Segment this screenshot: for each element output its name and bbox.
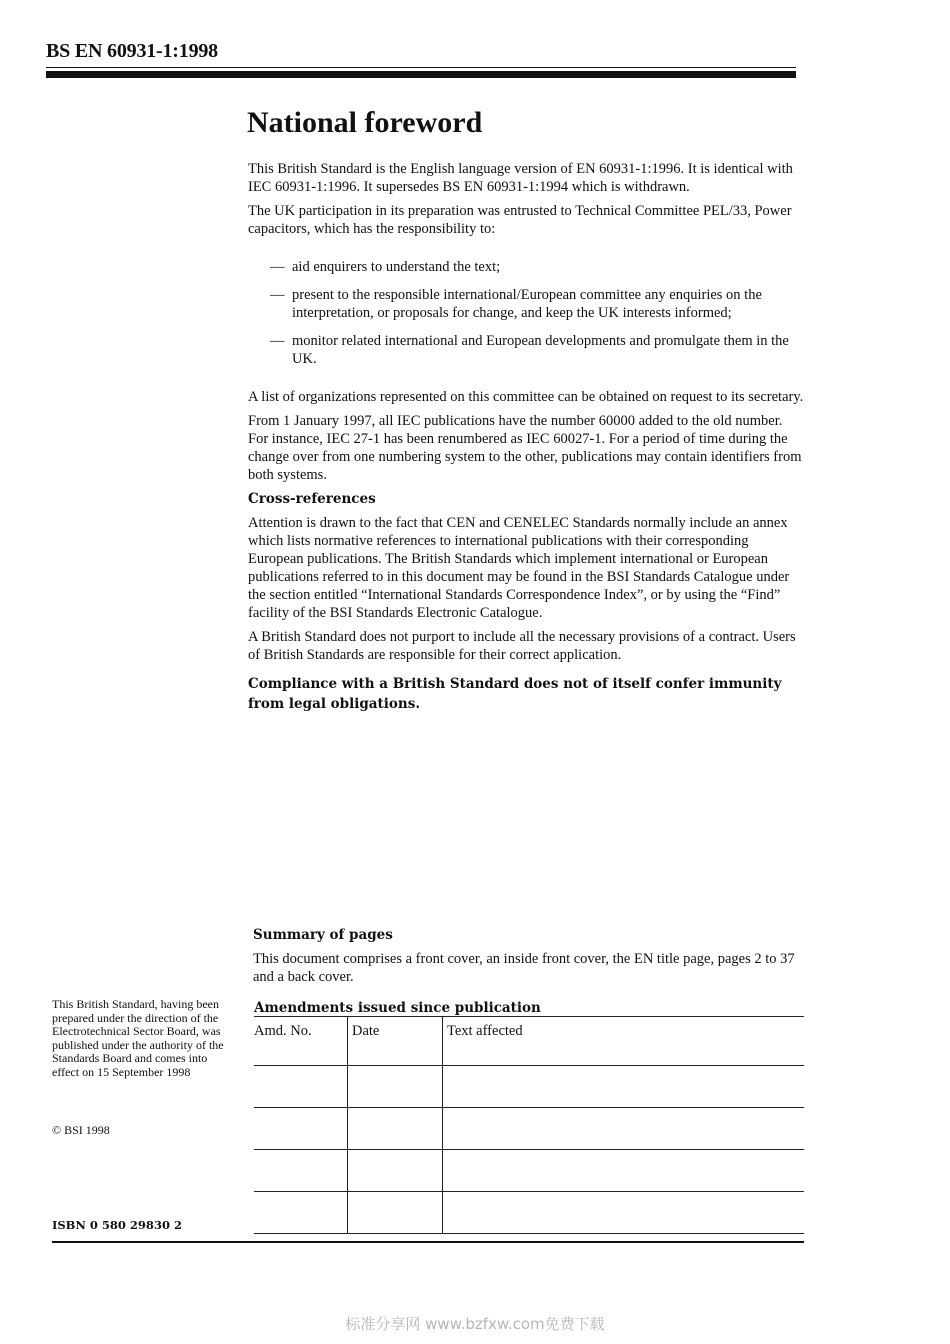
- table-cell: [443, 1192, 805, 1234]
- amendments-heading: Amendments issued since publication: [254, 1000, 541, 1016]
- summary-text: This document comprises a front cover, an inside front cover, the EN title page, pages 2 to 37 and a back cover.: [253, 951, 795, 985]
- footer-rule: [52, 1241, 804, 1243]
- list-item: [270, 286, 804, 322]
- list-item-text: aid enquirers to understand the text;: [292, 259, 501, 275]
- list-item: [270, 258, 804, 276]
- header-rule-thick: [46, 71, 796, 78]
- table-cell: [443, 1150, 805, 1192]
- copyright-notice: © BSI 1998: [52, 1123, 110, 1137]
- responsibility-list: [270, 258, 804, 368]
- column-header-date: Date: [348, 1017, 443, 1066]
- table-row: [254, 1108, 804, 1150]
- table-cell: [348, 1066, 443, 1108]
- publication-note: This British Standard, having been prepared under the direction of the Electrotechnical Sector Board, was published under the authority of the Standards Board and comes into effect on 15 September 1998: [52, 997, 224, 1079]
- dash-marker: —: [270, 287, 285, 303]
- table-cell: [254, 1108, 348, 1150]
- participation-paragraph: The UK participation in its preparation was entrusted to Technical Committee PEL/33, Power capacitors, which has the responsibility to:: [248, 203, 792, 237]
- amendments-table: [254, 1016, 804, 1234]
- table-cell: [254, 1150, 348, 1192]
- table-cell: [254, 1066, 348, 1108]
- dash-marker: —: [270, 259, 285, 275]
- table-header-row: [254, 1017, 804, 1066]
- summary-heading: Summary of pages: [253, 927, 393, 943]
- table-row: [254, 1150, 804, 1192]
- watermark-text: 标准分享网 www.bzfxw.com免费下载: [345, 1315, 605, 1333]
- header-rule-thin: [46, 67, 796, 68]
- foreword-body: [248, 160, 804, 714]
- list-item-text: monitor related international and European developments and promulgate them in the UK.: [292, 333, 789, 367]
- cross-references-paragraph: Attention is drawn to the fact that CEN and CENELEC Standards normally include an annex which lists normative references to international publications with their corresponding European publications. The British Standards which implement international or European publications referred to in this document may be found in the BSI Standards Catalogue under the section entitled “International Standards Correspondence Index”, or by using the “Find” facility of the BSI Standards Electronic Catalogue.: [248, 515, 790, 621]
- table-cell: [348, 1150, 443, 1192]
- provisions-paragraph: A British Standard does not purport to include all the necessary provisions of a contract. Users of British Standards are responsible for their correct application.: [248, 629, 796, 663]
- numbering-paragraph: From 1 January 1997, all IEC publications have the number 60000 added to the old number. For instance, IEC 27-1 has been renumbered as IEC 60027-1. For a period of time during the change over from one numbering system to the other, publications may contain identifiers from both systems.: [248, 413, 802, 483]
- table-cell: [443, 1108, 805, 1150]
- cross-references-heading: Cross-references: [248, 491, 376, 507]
- column-header-text-affected: Text affected: [443, 1017, 805, 1066]
- list-item: [270, 332, 804, 368]
- table-row: [254, 1066, 804, 1108]
- column-header-amd-no: Amd. No.: [254, 1017, 348, 1066]
- list-item-text: present to the responsible international/European committee any enquiries on the interpretation, or proposals for change, and keep the UK interests informed;: [292, 287, 762, 321]
- compliance-notice: Compliance with a British Standard does not of itself confer immunity from legal obligations.: [248, 676, 782, 712]
- table-cell: [348, 1192, 443, 1234]
- organizations-paragraph: A list of organizations represented on this committee can be obtained on request to its secretary.: [248, 389, 804, 405]
- table-row: [254, 1192, 804, 1234]
- page-title: National foreword: [247, 106, 483, 139]
- document-code: BS EN 60931-1:1998: [46, 40, 218, 62]
- isbn-number: ISBN 0 580 29830 2: [52, 1218, 182, 1232]
- table-cell: [254, 1192, 348, 1234]
- intro-paragraph: This British Standard is the English language version of EN 60931-1:1996. It is identical with IEC 60931-1:1996. It supersedes BS EN 60931-1:1994 which is withdrawn.: [248, 161, 793, 195]
- table-cell: [443, 1066, 805, 1108]
- table-cell: [348, 1108, 443, 1150]
- summary-section: [253, 922, 803, 986]
- dash-marker: —: [270, 333, 285, 349]
